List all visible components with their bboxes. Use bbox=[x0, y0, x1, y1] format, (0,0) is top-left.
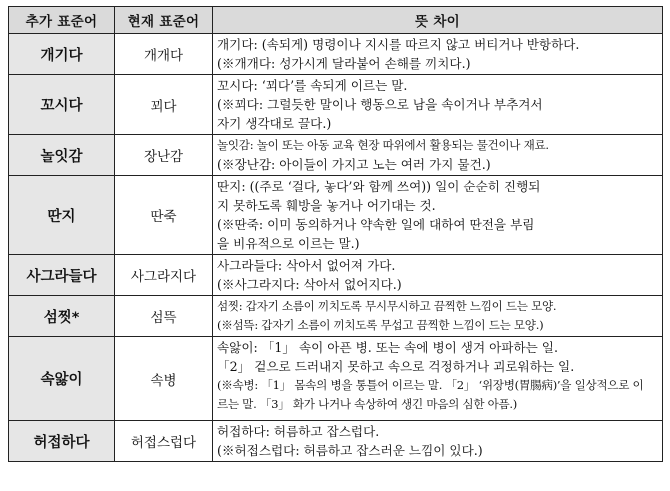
current-word-cell: 개개다 bbox=[115, 34, 213, 75]
new-word-cell: 속앓이 bbox=[9, 337, 115, 421]
current-word-cell: 속병 bbox=[115, 337, 213, 421]
new-word-cell: 딴지 bbox=[9, 176, 115, 255]
meaning-line: (※개개다: 성가시게 달라붙어 손해를 끼치다.) bbox=[217, 56, 471, 71]
table-row bbox=[9, 135, 663, 176]
current-word-cell: 허접스럽다 bbox=[115, 421, 213, 462]
table-row bbox=[9, 34, 663, 75]
current-word-cell: 사그라지다 bbox=[115, 255, 213, 296]
meaning-line: 자기 생각대로 끌다.) bbox=[217, 116, 332, 131]
table-row bbox=[9, 296, 663, 337]
meaning-line: 허접하다: 허름하고 잡스럽다. bbox=[217, 424, 380, 439]
new-word-cell: 사그라들다 bbox=[9, 255, 115, 296]
meaning-line: 속앓이: 「1」 속이 아픈 병. 또는 속에 병이 생겨 아파하는 일. bbox=[217, 340, 558, 355]
meaning-line: 꼬시다: ‘꾀다’를 속되게 이르는 말. bbox=[217, 78, 408, 93]
meaning-cell bbox=[213, 296, 663, 337]
current-word-cell: 꾀다 bbox=[115, 75, 213, 135]
meaning-line: (※섬뜩: 갑자기 소름이 끼치도록 무섭고 끔찍한 느낌이 드는 모양.) bbox=[217, 318, 544, 332]
new-word-cell: 꼬시다 bbox=[9, 75, 115, 135]
meaning-line: 딴지: ((주로 ‘걸다, 놓다’와 함께 쓰여)) 일이 순순히 진행되 bbox=[217, 179, 541, 194]
meaning-line: 놀잇감: 놀이 또는 아동 교육 현장 따위에서 활용되는 물건이나 재료. bbox=[217, 138, 549, 152]
meaning-line: (※허접스럽다: 허름하고 잡스러운 느낌이 있다.) bbox=[217, 443, 483, 458]
meaning-line: 사그라들다: 삭아서 없어져 가다. bbox=[217, 258, 396, 273]
meaning-line: (※장난감: 아이들이 가지고 노는 여러 가지 물건.) bbox=[217, 157, 491, 172]
header-current-word: 현재 표준어 bbox=[115, 7, 213, 34]
meaning-line: (※사그라지다: 삭아서 없어지다.) bbox=[217, 277, 402, 292]
standard-word-table bbox=[8, 6, 663, 462]
header-new-word: 추가 표준어 bbox=[9, 7, 115, 34]
meaning-line: 을 비유적으로 이르는 말.) bbox=[217, 236, 360, 251]
meaning-cell bbox=[213, 34, 663, 75]
meaning-cell bbox=[213, 421, 663, 462]
table-row bbox=[9, 337, 663, 421]
table-row bbox=[9, 421, 663, 462]
meaning-cell bbox=[213, 255, 663, 296]
meaning-line: (※딴죽: 이미 동의하거나 약속한 일에 대하여 딴전을 부림 bbox=[217, 217, 535, 232]
meaning-line: 지 못하도록 훼방을 놓거나 어기대는 것. bbox=[217, 198, 436, 213]
new-word-cell: 놀잇감 bbox=[9, 135, 115, 176]
meaning-cell bbox=[213, 75, 663, 135]
meaning-line: 르는 말. 「3」 화가 나거나 속상하여 생긴 마음의 심한 아픔.) bbox=[217, 397, 518, 411]
new-word-cell: 허접하다 bbox=[9, 421, 115, 462]
table-row bbox=[9, 75, 663, 135]
meaning-line: (※꾀다: 그럴듯한 말이나 행동으로 남을 속이거나 부추겨서 bbox=[217, 97, 543, 112]
meaning-line: 「2」 겉으로 드러내지 못하고 속으로 걱정하거나 괴로워하는 일. bbox=[217, 359, 575, 374]
meaning-line: (※속병: 「1」 몸속의 병을 통틀어 이르는 말. 「2」 ‘위장병(胃腸病)’을 일상적으로 이 bbox=[217, 378, 644, 392]
meaning-cell bbox=[213, 176, 663, 255]
current-word-cell: 장난감 bbox=[115, 135, 213, 176]
meaning-line: 섬찟: 갑자기 소름이 끼치도록 무시무시하고 끔찍한 느낌이 드는 모양. bbox=[217, 299, 557, 313]
standard-word-table-container bbox=[8, 6, 662, 462]
meaning-cell bbox=[213, 337, 663, 421]
new-word-cell: 섬찟* bbox=[9, 296, 115, 337]
current-word-cell: 섬뜩 bbox=[115, 296, 213, 337]
current-word-cell: 딴죽 bbox=[115, 176, 213, 255]
table-header-row bbox=[9, 7, 663, 34]
table-row bbox=[9, 176, 663, 255]
new-word-cell: 개기다 bbox=[9, 34, 115, 75]
table-row bbox=[9, 255, 663, 296]
meaning-cell bbox=[213, 135, 663, 176]
header-meaning-difference: 뜻 차이 bbox=[213, 7, 663, 34]
meaning-line: 개기다: (속되게) 명령이나 지시를 따르지 않고 버티거나 반항하다. bbox=[217, 37, 580, 52]
